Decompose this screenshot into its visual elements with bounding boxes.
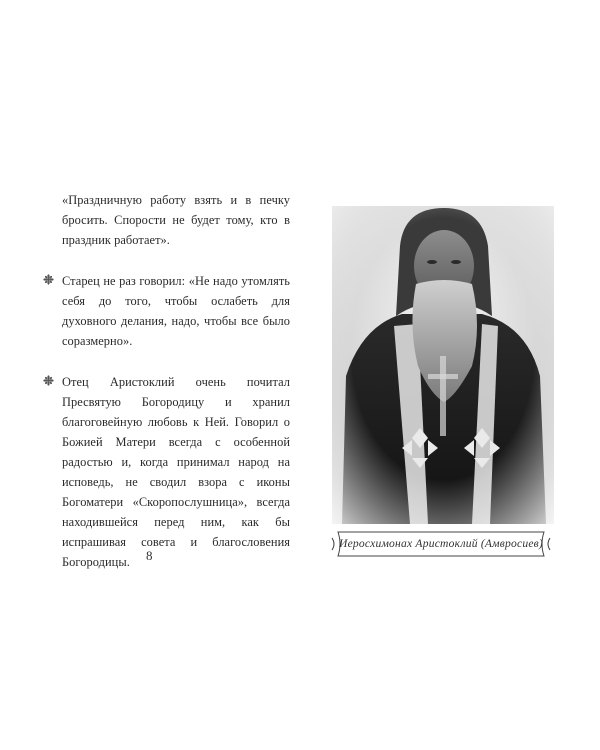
paragraph-1 [50, 190, 290, 250]
caption-text: Иеросхимонах Аристоклий (Амвросиев) [339, 537, 543, 550]
paragraph-3 [50, 372, 290, 572]
paragraph-1-text: «Праздничную работу взять и в печку бросить. Спорости не будет тому, кто в праздник работает». [62, 193, 290, 247]
flower-ornament-icon [43, 375, 54, 386]
monk-portrait-photo [332, 206, 554, 524]
paragraph-3-text: Отец Аристоклий очень почитал Пресвятую Богородицу и хранил благоговейную любовь к Ней. Говорил о Божией Матери всегда с особенной радостью и, когда принимал народ на исповедь, не сводил взора с иконы Богоматери «Скоропослушница», всегда находившейся перед ним, как бы испрашивая совета и благословения Богородицы. [62, 375, 290, 569]
left-page [50, 190, 290, 593]
page-number: 8 [146, 548, 153, 563]
portrait-image [332, 206, 554, 524]
paragraph-2-text: Старец не раз говорил: «Не надо утомлять себя до того, чтобы ослабеть для духовного делания, надо, чтобы все было соразмерно». [62, 274, 290, 348]
flower-ornament-icon [43, 274, 54, 285]
paragraph-2 [50, 271, 290, 351]
photo-caption [328, 530, 554, 558]
